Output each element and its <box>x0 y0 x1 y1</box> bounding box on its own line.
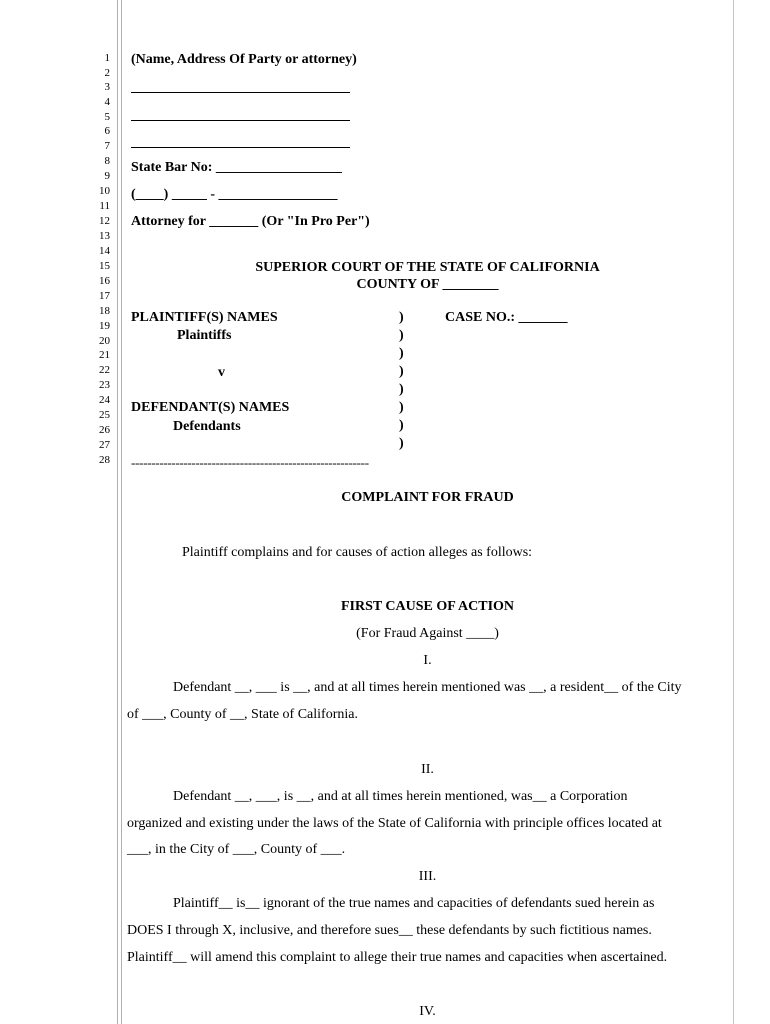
line-number: 2 <box>104 67 110 79</box>
line-number: 16 <box>99 275 110 287</box>
defendants-label: Defendants <box>173 419 241 434</box>
defendant-names: DEFENDANT(S) NAMES <box>131 400 290 415</box>
section-numeral: IV. <box>419 1004 436 1019</box>
paragraph-line: DOES I through X, inclusive, and therefore sues__ these defendants by such fictitious names. <box>127 923 652 938</box>
line-number: 8 <box>104 155 110 167</box>
paragraph-line: Defendant __, ___, is __, and at all times herein mentioned, was__ a Corporation <box>173 789 628 804</box>
caption-divider: ----------------------------------------------------------- <box>131 455 369 470</box>
line-number: 13 <box>99 230 110 242</box>
left-margin-line-inner <box>121 0 122 1024</box>
line-number: 23 <box>99 379 110 391</box>
line-number: 15 <box>99 260 110 272</box>
section-numeral: I. <box>423 653 432 668</box>
line-number: 7 <box>104 140 110 152</box>
section-numeral: II. <box>421 762 434 777</box>
line-number: 14 <box>99 245 110 257</box>
line-number: 28 <box>99 454 110 466</box>
caption-paren: ) <box>399 328 404 343</box>
paragraph-line: Plaintiff__ will amend this complaint to allege their true names and capacities when ascertained. <box>127 950 668 965</box>
caption-paren: ) <box>399 346 404 361</box>
plaintiffs-label: Plaintiffs <box>177 328 232 343</box>
caption-paren: ) <box>399 310 404 325</box>
caption-paren: ) <box>399 418 404 433</box>
line-number: 24 <box>99 394 110 406</box>
cause-of-action-title: FIRST CAUSE OF ACTION <box>340 599 515 614</box>
line-number: 26 <box>99 424 110 436</box>
caption-paren: ) <box>399 364 404 379</box>
line-number: 3 <box>104 81 110 93</box>
line-number: 10 <box>99 185 110 197</box>
line-number: 12 <box>99 215 110 227</box>
paragraph-line: of ___, County of __, State of California. <box>127 707 358 722</box>
line-number: 20 <box>99 335 110 347</box>
case-number: CASE NO.: _______ <box>445 310 568 325</box>
line-number: 17 <box>99 290 110 302</box>
party-address-label: (Name, Address Of Party or attorney) <box>131 52 357 67</box>
complaint-title: COMPLAINT FOR FRAUD <box>341 490 514 505</box>
paragraph-line: ___, in the City of ___, County of ___. <box>127 842 346 857</box>
line-number: 9 <box>104 170 110 182</box>
address-blank-line <box>131 147 350 148</box>
left-margin-line <box>117 0 118 1024</box>
court-title: SUPERIOR COURT OF THE STATE OF CALIFORNIA <box>255 260 600 275</box>
versus-label: v <box>218 365 225 380</box>
paragraph-line: Plaintiff__ is__ ignorant of the true names and capacities of defendants sued herein as <box>173 896 655 911</box>
attorney-for-line: Attorney for _______ (Or "In Pro Per") <box>131 214 370 229</box>
line-number: 25 <box>99 409 110 421</box>
line-number: 11 <box>99 200 110 212</box>
line-number: 4 <box>104 96 110 108</box>
line-number: 19 <box>99 320 110 332</box>
right-margin-line <box>733 0 734 1024</box>
line-number: 22 <box>99 364 110 376</box>
caption-paren: ) <box>399 436 404 451</box>
line-number: 1 <box>104 52 110 64</box>
court-county: COUNTY OF ________ <box>356 277 499 292</box>
address-blank-line <box>131 92 350 93</box>
caption-paren: ) <box>399 400 404 415</box>
paragraph-line: Defendant __, ___ is __, and at all times herein mentioned was __, a resident__ of the City <box>173 680 682 695</box>
line-number: 5 <box>104 111 110 123</box>
line-number: 6 <box>104 125 110 137</box>
phone-line: (____) _____ - _________________ <box>131 187 338 202</box>
address-blank-line <box>131 120 350 121</box>
line-number: 21 <box>99 349 110 361</box>
paragraph-line: organized and existing under the laws of the State of California with principle offices located at <box>127 816 662 831</box>
plaintiff-names: PLAINTIFF(S) NAMES <box>131 310 278 325</box>
state-bar-line: State Bar No: __________________ <box>131 160 342 175</box>
intro-paragraph: Plaintiff complains and for causes of action alleges as follows: <box>182 545 533 560</box>
caption-paren: ) <box>399 382 404 397</box>
section-numeral: III. <box>418 869 437 884</box>
cause-of-action-subtitle: (For Fraud Against ____) <box>356 626 499 641</box>
line-number: 18 <box>99 305 110 317</box>
line-number: 27 <box>99 439 110 451</box>
